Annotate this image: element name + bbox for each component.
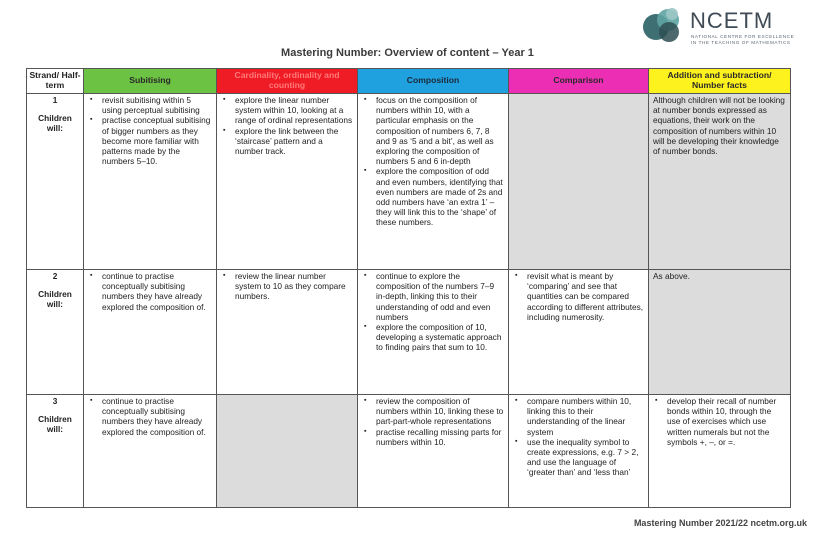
children-will-label: Children will: (38, 113, 72, 134)
cardinality-cell (217, 270, 358, 395)
table-row (27, 94, 791, 270)
composition-cell (358, 395, 509, 508)
strand-cell (27, 270, 84, 395)
strand-cell (27, 94, 84, 270)
page-title: Mastering Number: Overview of content – Year 1 (281, 47, 534, 59)
list-item: ▪ revisit what is meant by ‘comparing’ and see that quantities can be compared according to different attributes, including numerosity. (527, 271, 644, 322)
addition-cell (649, 270, 791, 395)
subitising-cell (84, 94, 217, 270)
cardinality-cell-empty (217, 395, 358, 508)
ncetm-logo (641, 6, 801, 52)
footer-text: Mastering Number 2021/22 ncetm.org.uk (633, 518, 807, 528)
header-subitising: Subitising (84, 69, 217, 94)
list-item: ▪ continue to practise conceptually subitising numbers they have already explored the composition of. (102, 396, 212, 437)
addition-text: As above. (653, 271, 690, 281)
logo-wordmark: NCETM (690, 8, 774, 33)
composition-cell (358, 94, 509, 270)
list-item: ▪ explore the composition of odd and even numbers, identifying that even numbers are made of 2s and odd numbers have ‘an extra 1’ – they will link this to the ‘shape’ of these numbers. (376, 166, 504, 227)
list-item: ▪ review the composition of numbers within 10, linking these to part-part-whole representations (376, 396, 504, 427)
header-composition: Composition (358, 69, 509, 94)
header-cardinality: Cardinality, ordinality and counting (217, 69, 358, 94)
addition-cell (649, 94, 791, 270)
list-item: ▪ compare numbers within 10, linking this to their understanding of the linear system (527, 396, 644, 437)
header-row (27, 69, 791, 94)
subitising-cell (84, 395, 217, 508)
half-term-number: 3 (52, 396, 58, 406)
list-item: ▪ revisit subitising within 5 using perceptual subitising (102, 95, 212, 115)
table-row (27, 270, 791, 395)
addition-text: Although children will not be looking at number bonds expressed as equations, their work on the composition of numbers within 10 will be developing their knowledge of number bonds. (653, 95, 785, 157)
header-strand: Strand/ Half-term (27, 69, 84, 94)
list-item: ▪ develop their recall of number bonds within 10, through the use of exercises which use written numerals but not the symbols +, –, or =. (667, 396, 786, 447)
header-addition: Addition and subtraction/ Number facts (649, 69, 791, 94)
addition-cell (649, 395, 791, 508)
list-item: ▪ continue to explore the composition of the numbers 7–9 in-depth, linking this to their understanding of odd and even numbers (376, 271, 504, 322)
table-row (27, 395, 791, 508)
half-term-number: 1 (52, 95, 58, 105)
list-item: ▪ review the linear number system to 10 as they compare numbers. (235, 271, 353, 302)
overview-table (26, 68, 791, 508)
strand-cell (27, 395, 84, 508)
list-item: ▪ explore the link between the ‘staircase’ pattern and a number track. (235, 126, 353, 157)
comparison-cell (509, 395, 649, 508)
list-item: ▪ practise recalling missing parts for numbers within 10. (376, 427, 504, 447)
half-term-number: 2 (52, 271, 58, 281)
list-item: ▪ focus on the composition of numbers within 10, with a particular emphasis on the composition of numbers 6, 7, 8 and 9 as ‘5 and a bit’, as well as exploring the composition of numbers 5 and 6 in-depth (376, 95, 504, 166)
list-item: ▪ explore the composition of 10, developing a systematic approach to finding pairs that sum to 10. (376, 322, 504, 353)
list-item: ▪ continue to practise conceptually subitising numbers they have already explored the composition of. (102, 271, 212, 312)
ncetm-logo-icon (641, 6, 685, 46)
list-item: ▪ use the inequality symbol to create expressions, e.g. 7 > 2, and use the language of ‘greater than’ and ‘less than’ (527, 437, 644, 478)
children-will-label: Children will: (38, 414, 72, 435)
subitising-cell (84, 270, 217, 395)
list-item: ▪ explore the linear number system within 10, looking at a range of ordinal representations (235, 95, 353, 126)
header-comparison: Comparison (509, 69, 649, 94)
cardinality-cell (217, 94, 358, 270)
comparison-cell-empty (509, 94, 649, 270)
list-item: ▪ practise conceptual subitising of bigger numbers as they become more familiar with patterns made by the numbers 5–10. (102, 115, 212, 166)
children-will-label: Children will: (38, 289, 72, 310)
comparison-cell (509, 270, 649, 395)
composition-cell (358, 270, 509, 395)
logo-subtitle: NATIONAL CENTRE FOR EXCELLENCE IN THE TEACHING OF MATHEMATICS (691, 34, 795, 45)
